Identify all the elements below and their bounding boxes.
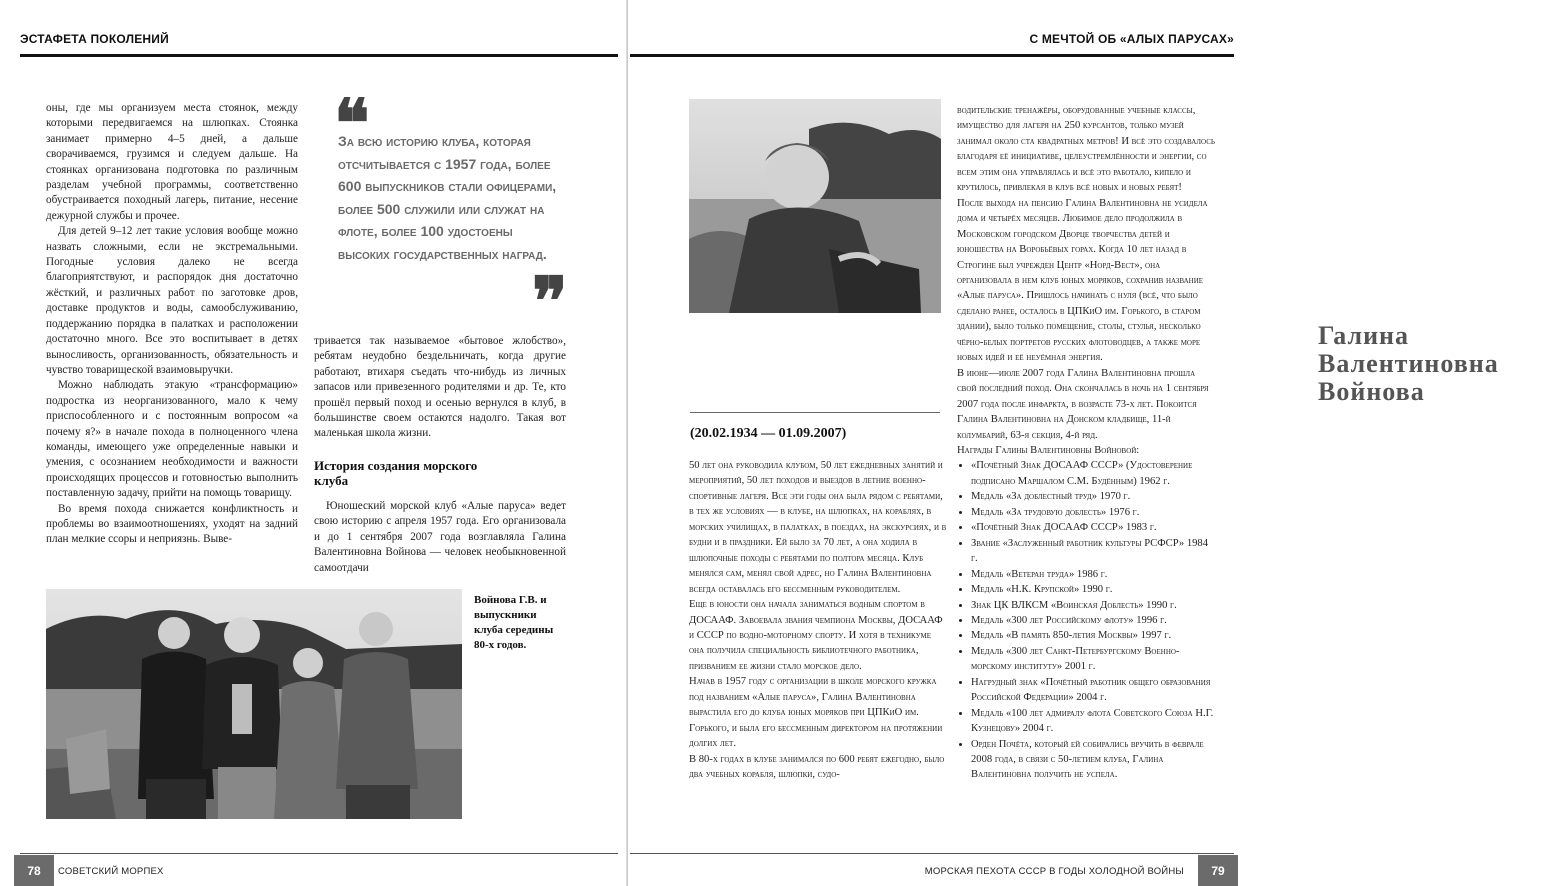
paragraph: Юношеский морской клуб «Алые паруса» ведет свою историю с апреля 1957 года. Его организовала и до 1 сентября 2007 года возглавляла Галина Валентиновна Войнова — человек необыкновенной самоотдачи: [314, 500, 566, 574]
list-item: • Медаль «За доблестный труд» 1970 г.: [971, 489, 1215, 504]
list-item: • Медаль «100 лет адмиралу флота Советского Союза Н.Г. Кузнецову» 2004 г.: [971, 706, 1215, 737]
right-footer-title: МОРСКАЯ ПЕХОТА СССР В ГОДЫ ХОЛОДНОЙ ВОЙНЫ: [924, 866, 1184, 877]
list-item: • «Почётный Знак ДОСААФ СССР» (Удостоверение подписано Маршалом С.М. Будённым) 1962 г.: [971, 458, 1215, 489]
list-item: • Медаль «Ветеран труда» 1986 г.: [971, 567, 1215, 582]
open-quote-icon: ❝: [334, 88, 370, 161]
right-page: [628, 0, 1499, 886]
right-page-number: 79: [1198, 855, 1238, 886]
list-item: • Нагрудный знак «Почётный работник общего образования Российской Федерации» 2004 г.: [971, 675, 1215, 706]
name-patronymic: Валентиновна: [1318, 349, 1499, 378]
list-item: • Звание «Заслуженный работник культуры РСФСР» 1984 г.: [971, 536, 1215, 567]
paragraph: Можно наблюдать этакую «трансформацию» подростка из неорганизованного, мало к чему приспособленного и с постоянным вопросом «а почему я?» в начале похода в полноценного члена команды, имеющего уже определенные навыки и умения, с осознанием необходимости и важности происходящих процессов и готовностью выполнить поставленную задачу, прийти на помощь товарищу.: [46, 379, 298, 500]
name-first: Галина: [1318, 321, 1410, 350]
paragraph: В июне—июле 2007 года Галина Валентиновна прошла свой последний поход. Она скончалась в ночь на 1 сентября 2007 года после инфаркта, в возрасте 73-х лет. Покоится Галина Валентиновна на Донском кладбище, 11-й колумбарий, 63-я секция, 4-й ряд.: [957, 367, 1209, 441]
section-heading: История создания морского клуба: [314, 458, 478, 488]
life-dates: (20.02.1934 — 01.09.2007): [690, 426, 847, 441]
pull-quote: За всю историю клуба, которая отсчитывается с 1957 года, более 600 выпускников стали офицерами, более 500 служили или служат на флоте, более 100 удостоены высоких государственных наград.: [338, 133, 557, 262]
portrait-photo: [689, 99, 941, 313]
left-header-rule: [20, 54, 618, 57]
group-photo: [46, 589, 462, 819]
right-running-header: С МЕЧТОЙ ОБ «АЛЫХ ПАРУСАХ»: [1029, 32, 1234, 46]
person-name: [1318, 322, 1568, 406]
photo-caption: Войнова Г.В. и выпускники клуба середины 80-х годов.: [474, 594, 554, 651]
paragraph: После выхода на пенсию Галина Валентиновна не усидела дома и четырёх месяцев. Любимое дело продолжила в Московском городском Дворце творчества детей и юношества на Воробьёвых горах. Когда 10 лет назад в Строгине был учрежден Центр «Норд-Вест», она организовала в нем клуб юных моряков, сохранив название «Алые паруса». Пришлось начинать с нуля (всё, что было сделано ранее, осталось в ЦПКиО им. Горького, в старом здании), было только помещение, столы, стулья, несколько чёрно-белых портретов русских флотоводцев, а также море новых идей и её неуёмная энергия.: [957, 197, 1208, 364]
paragraph: тривается так называемое «бытовое жлобство», ребятам неудобно бездельничать, когда другие работают, втихаря съедать что-нибудь из личных запасов или привезенного родителями и др. Те, кто прошёл первый поход и осенью вернулся в клуб, в большинстве своем остаются надолго. Такая вот маленькая школа жизни.: [314, 335, 566, 440]
list-item: • Знак ЦК ВЛКСМ «Воинская Доблесть» 1990 г.: [971, 598, 1215, 613]
list-item: • «Почётный Знак ДОСААФ СССР» 1983 г.: [971, 520, 1215, 535]
paragraph: Еще в юности она начала заниматься водным спортом в ДОСААФ. Завоевала звания чемпиона Москвы, ДОСААФ и СССР по водно-моторному спорту. И хотя в техникуме она получила специальность библиотечного работника, призванием ее жизни стало морское дело.: [689, 599, 943, 672]
list-item: • Медаль «В память 850-летия Москвы» 1997 г.: [971, 628, 1215, 643]
paragraph: В 80-х годах в клубе занимался по 600 ребят ежегодно, было два учебных корабля, шлюпки, судо-: [689, 753, 945, 781]
left-column-2-top: [314, 334, 566, 442]
paragraph: Во время похода снижается конфликтность и проблемы во взаимоотношениях, уходят на задний план мелкие ссоры и неприязнь. Выве-: [46, 502, 298, 546]
paragraph: водительские тренажёры, оборудованные учебные классы, имущество для лагеря на 250 курсантов, только музей занимал около ста квадратных метров! И всё это создавалось благодаря её инициативе, целеустремлённости и энергии, со всем этим она управлялась и всё это работало, кипело и крутилось, привлекая в клуб всё новых и новых ребят!: [957, 105, 1215, 194]
paragraph: Для детей 9–12 лет такие условия вообще можно назвать сложными, если не экстремальными. Погодные условия далеко не всегда благоприятствуют, и распорядок дня достаточно жёсткий, и различных работ по заготовке дров, доставке продуктов и воды, самообслуживанию, поддержанию порядка в палатках и расположении достаточно много. Все это воспитывает в детях выносливость, организованность, обязательность и чувство товарищеской взаимовыручки.: [46, 225, 298, 376]
list-item: • Медаль «300 лет Санкт-Петербургскому Военно-морскому институту» 2001 г.: [971, 644, 1215, 675]
paragraph: оны, где мы организуем места стоянок, между которыми передвигаемся на шлюпках. Стоянка занимает примерно 4–5 дней, а дальше сворачиваемся, грузимся и следуем дальше. На стоянках организована подготовка по различным разделам учебной программы, соответственно обустраивается походный лагерь, питание, несение дежурной службы и прочее.: [46, 102, 298, 222]
bio-column-1: [689, 458, 947, 783]
right-header-rule: [630, 54, 1234, 57]
list-item: • Медаль «Н.К. Крупской» 1990 г.: [971, 582, 1215, 597]
name-last: Войнова: [1318, 377, 1425, 406]
list-item: • Медаль «300 лет Российскому флоту» 1996 г.: [971, 613, 1215, 628]
list-item: • Орден Почёта, который ей собирались вручить в феврале 2008 года, в связи с 50-летием клуба, Галина Валентиновна получить не успела.: [971, 737, 1215, 783]
paragraph: Награды Галины Валентиновны Войновой:: [957, 444, 1140, 456]
left-column-1: [46, 101, 298, 548]
bio-column-2: [957, 103, 1215, 783]
awards-list: [957, 458, 1215, 783]
name-rule: [690, 412, 940, 413]
left-footer-title: СОВЕТСКИЙ МОРПЕХ: [58, 866, 164, 877]
left-footer-rule: [20, 853, 618, 854]
paragraph: Начав в 1957 году с организации в школе морского кружка под названием «Алые паруса», Галина Валентиновна вырастила его до клуба юных моряков при ЦПКиО им. Горького, и была его бессменным директором на протяжении долгих лет.: [689, 676, 943, 750]
left-page: [0, 0, 626, 886]
close-quote-icon: ❞: [532, 266, 568, 339]
left-running-header: ЭСТАФЕТА ПОКОЛЕНИЙ: [20, 32, 169, 46]
list-item: • Медаль «За трудовую доблесть» 1976 г.: [971, 505, 1215, 520]
left-page-number: 78: [14, 855, 54, 886]
paragraph: 50 лет она руководила клубом, 50 лет ежедневных занятий и мероприятий, 50 лет походов и выездов в летние военно-спортивные лагеря. Все эти годы она была рядом с ребятами, в тех же условиях — в клубе, на шлюпках, на кораблях, в морских училищах, в палатках, в поездах, на экскурсиях, и в будни и в праздники. Ей было за 70 лет, а она ходила в шлюпочные походы с ребятами по полтора месяца. Клуб менялся сам, менял свой адрес, но Галина Валентиновна всегда оставалась его бессменным руководителем.: [689, 460, 947, 595]
right-footer-rule: [630, 853, 1234, 854]
left-column-2-bottom: [314, 499, 566, 576]
